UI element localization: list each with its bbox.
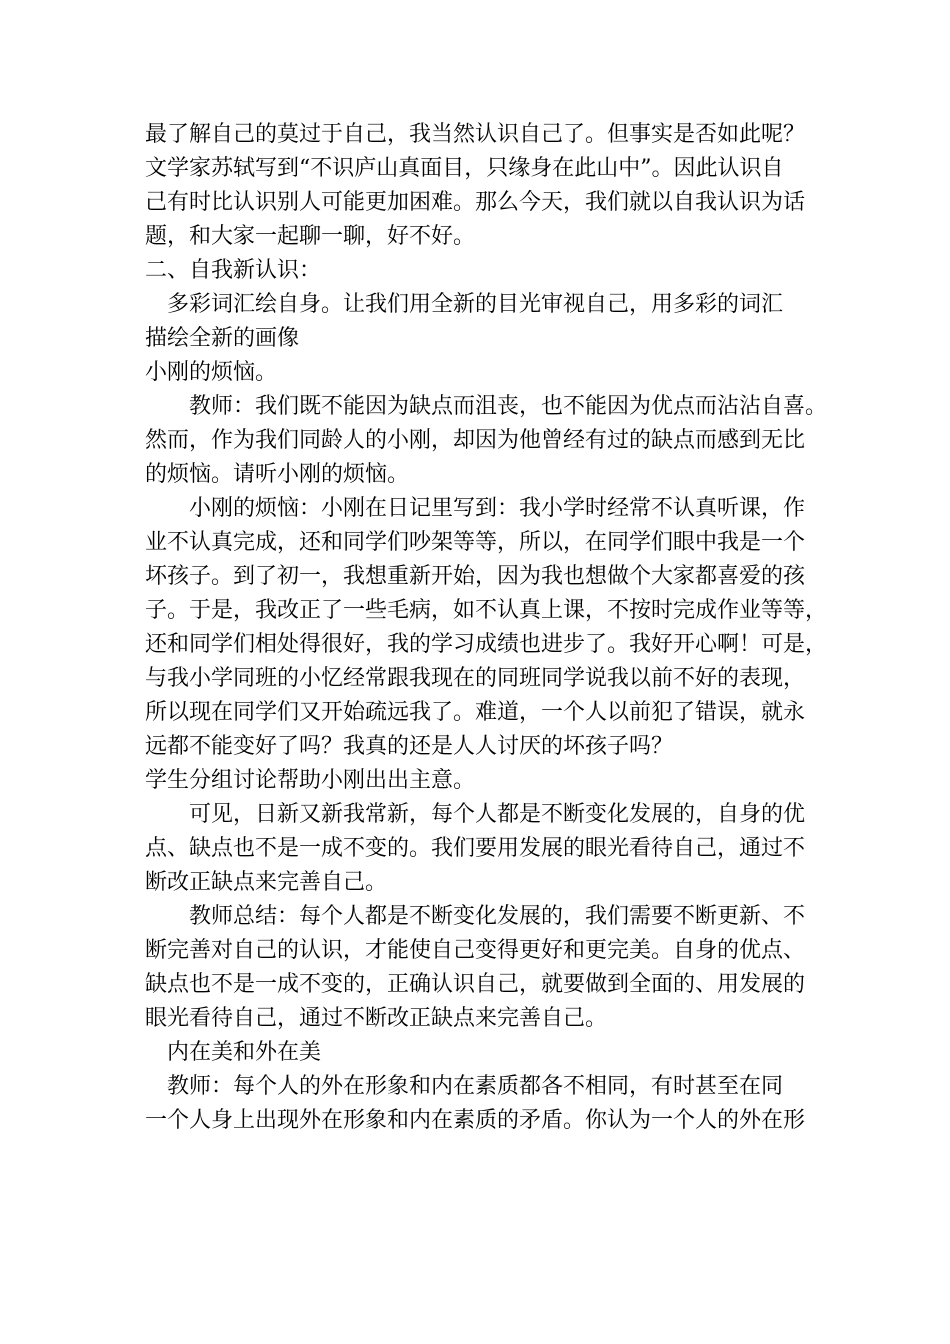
subheading: 内在美和外在美 xyxy=(167,1040,322,1065)
section-heading: 二、自我新认识： xyxy=(145,258,322,283)
text-line: 断改正缺点来完善自己。 xyxy=(145,870,388,895)
text-line: 坏孩子。到了初一，我想重新开始，因为我也想做个大家都喜爱的孩 xyxy=(145,564,806,589)
text-line: 还和同学们相处得很好，我的学习成绩也进步了。我好开心啊！可是， xyxy=(145,632,828,657)
text-line: 一个人身上出现外在形象和内在素质的矛盾。你认为一个人的外在形 xyxy=(145,1108,806,1133)
text-line: 教师总结：每个人都是不断变化发展的，我们需要不断更新、不 xyxy=(189,904,806,929)
text-line: 题，和大家一起聊一聊，好不好。 xyxy=(145,224,476,249)
text-line: 多彩词汇绘自身。让我们用全新的目光审视自己，用多彩的词汇 xyxy=(167,292,784,317)
text-line: 与我小学同班的小忆经常跟我现在的同班同学说我以前不好的表现， xyxy=(145,666,806,691)
document-page xyxy=(145,118,828,1138)
text-line: 业不认真完成，还和同学们吵架等等，所以，在同学们眼中我是一个 xyxy=(145,530,806,555)
text-line: 所以现在同学们又开始疏远我了。难道，一个人以前犯了错误，就永 xyxy=(145,700,806,725)
text-line: 教师：我们既不能因为缺点而沮丧，也不能因为优点而沾沾自喜。 xyxy=(189,394,828,419)
text-line: 可见，日新又新我常新，每个人都是不断变化发展的，自身的优 xyxy=(189,802,806,827)
text-line: 子。于是，我改正了一些毛病，如不认真上课，不按时完成作业等等， xyxy=(145,598,828,623)
text-line: 描绘全新的画像 xyxy=(145,326,300,351)
text-line: 己有时比认识别人可能更加困难。那么今天，我们就以自我认识为话 xyxy=(145,190,806,215)
text-line: 点、缺点也不是一成不变的。我们要用发展的眼光看待自己，通过不 xyxy=(145,836,806,861)
text-line: 远都不能变好了吗？我真的还是人人讨厌的坏孩子吗？ xyxy=(145,734,674,759)
text-line: 的烦恼。请听小刚的烦恼。 xyxy=(145,462,410,487)
text-line: 教师：每个人的外在形象和内在素质都各不相同，有时甚至在同 xyxy=(167,1074,784,1099)
text-line: 最了解自己的莫过于自己，我当然认识自己了。但事实是否如此呢？ xyxy=(145,122,806,147)
text-line: 然而，作为我们同龄人的小刚，却因为他曾经有过的缺点而感到无比 xyxy=(145,428,806,453)
text-line: 小刚的烦恼：小刚在日记里写到：我小学时经常不认真听课，作 xyxy=(189,496,806,521)
text-line: 缺点也不是一成不变的，正确认识自己，就要做到全面的、用发展的 xyxy=(145,972,806,997)
text-line: 学生分组讨论帮助小刚出出主意。 xyxy=(145,768,476,793)
text-line: 文学家苏轼写到“不识庐山真面目，只缘身在此山中”。因此认识自 xyxy=(145,156,784,181)
subheading: 小刚的烦恼。 xyxy=(145,360,278,385)
text-line: 断完善对自己的认识，才能使自己变得更好和更完美。自身的优点、 xyxy=(145,938,806,963)
text-line: 眼光看待自己，通过不断改正缺点来完善自己。 xyxy=(145,1006,608,1031)
